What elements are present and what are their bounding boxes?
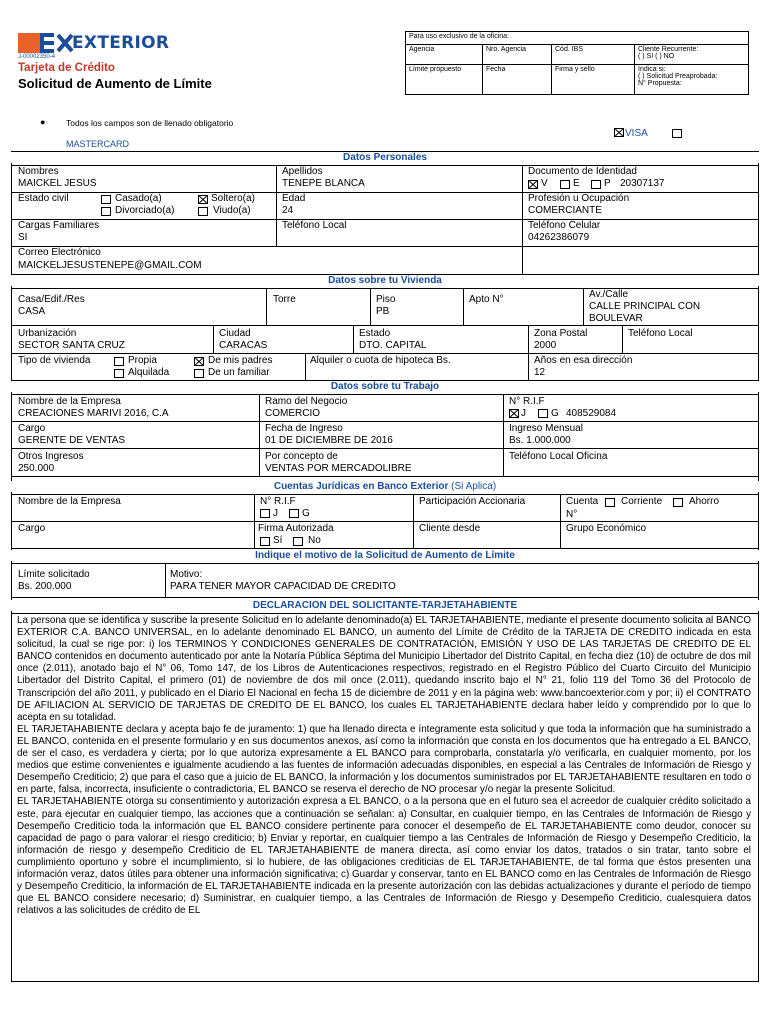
mastercard-checkbox[interactable]	[672, 129, 682, 138]
declaration-p1: La persona que se identifica y suscribe la presente Solicitud en lo adelante denominado(a) EL TARJETAHABIENTE, mediante el presente documento solicita al BANCO EXTERIOR C.A. BANCO UNIVERSAL, en lo adelante denominado EL BANCO, un aumento del Límite de Crédito de la TARJETA DE CREDITO indicada en esta solicitud, la cual se rige por: i) los TERMINOS Y CONDICIONES GENERALES DE CONTRATACIÓN, EMISIÓN Y USO DE LAS TARJETAS DE CREDITO DE EL BANCO contenidos en documento autenticado por ante la Notaría Pública Séptima del Municipio Libertador del Distrito Capital, en fecha diez (10) de octubre de dos mil once (2.011), anotado bajo el N° 06, Tomo 147, de los Libros de Autenticaciones respectivos, registrado en el Registro Público del Cuarto Circuito del Municipio Libertador del Distrito Capital, el primero (01) de noviembre de dos mil once (2.011), quedando inscrito bajo el N° 21, folio 119 del Tomo 36 del Protocolo de Transcripción del año 2011, y publicado en el Diario El Nacional en fecha 15 de diciembre de 2011 y en la página web: www.bancoexterior.com y por; ii) el CONTRATO DE AFILIACION AL SERVICIO DE TARJETAS DE CREDITO DE EL BANCO, los cuales EL TARJETAHABIENTE declara haber leído y comprendido por lo que lo acepta en su totalidad.	[17, 615, 751, 723]
jur-j-label: J	[273, 508, 278, 519]
calle-field-line2[interactable]: BOULEVAR	[589, 313, 643, 324]
section-trabajo: Datos sobre tu Trabajo	[11, 381, 759, 392]
casa-field[interactable]: CASA	[18, 306, 46, 317]
propia-label: Propia	[128, 355, 157, 366]
office-limite-propuesto[interactable]: Límite propuesto	[406, 65, 483, 95]
notice-text: Todos los campos son de llenado obligatorio	[66, 118, 234, 128]
declaration-text	[17, 615, 751, 917]
urbanizacion-label: Urbanización	[18, 328, 77, 339]
padres-label: De mis padres	[208, 355, 273, 366]
office-fecha[interactable]: Fecha	[483, 65, 552, 95]
torre-label: Torre	[273, 294, 296, 305]
piso-label: Piso	[376, 294, 396, 305]
divorciado-label: Divorciado(a)	[115, 205, 175, 216]
profesion-label: Profesión u Ocupación	[528, 193, 630, 204]
logo-wordmark: EXTERIOR	[72, 33, 170, 53]
bank-logo-icon	[18, 33, 74, 53]
zona-label: Zona Postal	[534, 328, 588, 339]
empresa-label: Nombre de la Empresa	[18, 396, 121, 407]
rif-j-checkbox[interactable]	[509, 409, 519, 418]
casa-label: Casa/Edif./Res	[18, 294, 85, 305]
urbanizacion-field[interactable]: SECTOR SANTA CRUZ	[18, 340, 125, 351]
documento-label: Documento de Identidad	[528, 166, 637, 177]
office-use-table	[405, 31, 749, 95]
empresa-field[interactable]: CREACIONES MARIVI 2016, C.A	[18, 408, 169, 419]
ramo-label: Ramo del Negocio	[265, 396, 348, 407]
firma-si-checkbox[interactable]	[260, 537, 270, 546]
familiar-checkbox[interactable]	[194, 369, 204, 378]
documento-number[interactable]: 20307137	[620, 178, 665, 189]
office-firma[interactable]: Firma y sello	[552, 65, 635, 95]
casado-checkbox[interactable]	[101, 195, 111, 204]
cuenta-n-label: N°	[566, 509, 578, 520]
cargas-label: Cargas Familiares	[18, 220, 100, 231]
propia-checkbox[interactable]	[114, 357, 124, 366]
office-cliente-recurrente[interactable]: Cliente Recurrente: ( ) SI ( ) NO	[635, 45, 749, 65]
doc-e-label: E	[573, 178, 580, 189]
estado-label: Estado	[359, 328, 391, 339]
familiar-label: De un familiar	[208, 367, 270, 378]
concepto-label: Por concepto de	[265, 451, 338, 462]
declaration-p2: EL TARJETAHABIENTE declara y acepta bajo fe de juramento: 1) que ha llenado directa e íntegramente esta solicitud y que toda la información que ha suministrado a EL BANCO, contenida en el presente formulario y en sus documentos anexos, así como la información que consta en los documentos que ha entregado a EL BANCO, de ser el caso, es verdadera y cierta; por lo que autoriza expresamente a EL BANCO para comprobarla, constatarla y/o verificarla, en cualquier momento, por los medios que estime convenientes e igualmente acudiendo a las fuentes de información adecuadas disponibles, en especial a las Centrales de Información de Riesgo y Desempeño Crediticio; 2) que para el caso que a juicio de EL BANCO, la información y los documentos suministrados por EL TARJETAHABIENTE resultaren en todo o en parte, falsa, incorrecta, insuficiente o contradictoria, EL BANCO se reserva el derecho de NO procesar y/o negar la presente Solicitud.	[17, 723, 751, 796]
rif-label: N° R.I.F	[509, 396, 545, 407]
rif-g-checkbox[interactable]	[538, 409, 548, 418]
visa-label: VISA	[625, 128, 648, 139]
rif-field[interactable]: 408529084	[566, 408, 617, 419]
corriente-label: Corriente	[621, 496, 663, 507]
ingreso-mensual-field[interactable]: Bs. 1.000.000	[509, 435, 571, 446]
profesion-field[interactable]: COMERCIANTE	[528, 205, 602, 216]
section-vivienda: Datos sobre tu Vivienda	[11, 275, 759, 286]
celular-label: Teléfono Celular	[528, 220, 601, 231]
visa-checkbox[interactable]	[614, 128, 624, 137]
edad-field[interactable]: 24	[282, 205, 294, 216]
tipo-vivienda-label: Tipo de vivienda	[18, 355, 91, 366]
divorciado-checkbox[interactable]	[101, 207, 111, 216]
zona-field[interactable]: 2000	[534, 340, 557, 351]
limite-label: Límite solicitado	[18, 569, 90, 580]
office-header: Para uso exclusivo de la oficina:	[406, 32, 749, 45]
anios-label: Años en esa dirección	[534, 355, 633, 366]
ingreso-mensual-label: Ingreso Mensual	[509, 423, 583, 434]
firma-autorizada-label: Firma Autorizada	[258, 523, 334, 534]
section-motivo: Indique el motivo de la Solicitud de Aumento de Límite	[11, 550, 759, 561]
corriente-checkbox[interactable]	[605, 498, 615, 507]
ahorro-label: Ahorro	[689, 496, 720, 507]
nombres-field[interactable]: MAICKEL JESUS	[18, 178, 97, 189]
office-nro-agencia[interactable]: Nro. Agencia	[483, 45, 552, 65]
estado-field[interactable]: DTO. CAPITAL	[359, 340, 427, 351]
doc-e-checkbox[interactable]	[560, 180, 570, 189]
form-title: Solicitud de Aumento de Límite	[18, 76, 212, 91]
otros-ingresos-field[interactable]: 250.000	[18, 463, 55, 474]
otros-ingresos-label: Otros Ingresos	[18, 451, 84, 462]
mastercard-label: MASTERCARD	[66, 139, 130, 149]
cargas-field[interactable]: SI	[18, 232, 28, 243]
section-declaracion: DECLARACION DEL SOLICITANTE-TARJETAHABIENTE	[11, 600, 759, 611]
doc-p-label: P	[604, 178, 611, 189]
ciudad-label: Ciudad	[219, 328, 251, 339]
jur-cargo-label: Cargo	[18, 523, 46, 534]
fecha-ingreso-label: Fecha de Ingreso	[265, 423, 343, 434]
celular-field[interactable]: 04262386079	[528, 232, 590, 243]
ciudad-field[interactable]: CARACAS	[219, 340, 268, 351]
jur-empresa-label: Nombre de la Empresa	[18, 496, 121, 507]
tel-oficina-label: Teléfono Local Oficina	[509, 451, 608, 462]
product-title: Tarjeta de Crédito	[18, 62, 115, 74]
viudo-checkbox[interactable]	[198, 207, 208, 216]
correo-label: Correo Electrónico	[18, 247, 101, 258]
section-personal: Datos Personales	[11, 152, 759, 163]
cargo-label: Cargo	[18, 423, 46, 434]
motivo-label: Motivo:	[170, 569, 203, 580]
section-juridicas: Cuentas Jurídicas en Banco Exterior (Si Aplica)	[11, 481, 759, 492]
jur-rif-label: N° R.I.F	[260, 496, 296, 507]
alquilada-label: Alquilada	[128, 367, 170, 378]
office-indica[interactable]: Indica si: ( ) Solicitud Preaprobada: N° Propuesta:	[635, 65, 749, 95]
fecha-ingreso-field[interactable]: 01 DE DICIEMBRE DE 2016	[265, 435, 393, 446]
doc-v-label: V	[541, 178, 548, 189]
jur-g-checkbox[interactable]	[289, 509, 299, 518]
cuenta-label: Cuenta	[566, 496, 599, 507]
office-cod-ibs[interactable]: Cód. IBS	[552, 45, 635, 65]
casado-label: Casado(a)	[115, 193, 162, 204]
viudo-label: Viudo(a)	[213, 205, 251, 216]
cargo-field[interactable]: GERENTE DE VENTAS	[18, 435, 126, 446]
calle-field-line1[interactable]: CALLE PRINCIPAL CON	[589, 301, 701, 312]
soltero-checkbox[interactable]	[198, 195, 208, 204]
grupo-label: Grupo Económico	[566, 523, 647, 534]
ramo-field[interactable]: COMERCIO	[265, 408, 320, 419]
civil-label: Estado civil	[18, 193, 69, 204]
rif-g-label: G	[551, 408, 559, 419]
tel-vivienda-label: Teléfono Local	[628, 328, 693, 339]
ahorro-checkbox[interactable]	[673, 498, 683, 507]
limite-field[interactable]: Bs. 200.000	[18, 581, 72, 592]
participacion-label: Participación Accionaria	[419, 496, 526, 507]
motivo-field[interactable]: PARA TENER MAYOR CAPACIDAD DE CREDITO	[170, 581, 396, 592]
jur-j-checkbox[interactable]	[260, 509, 270, 518]
firma-no-label: No	[308, 535, 321, 546]
concepto-field[interactable]: VENTAS POR MERCADOLIBRE	[265, 463, 412, 474]
declaration-p3: EL TARJETAHABIENTE otorga su consentimiento y autorización expresa a EL BANCO, o a la persona que en el futuro sea el acreedor de cualquier crédito solicitado a este, para ejecutar en cualquier tiempo, las acciones que a continuación se señalan: a) Consultar, en cualquier tiempo, en las Centrales de Información de Riesgo y Desempeño Crediticio toda la información que EL BANCO considere pertinente para conocer el desempeño de EL TARJETAHABIENTE como deudor, conocer su capacidad de pago o para valorar el riesgo crediticio; b) Enviar y reportar, en cualquier tiempo a las Centrales de Información de Riesgo y Desempeño Crediticio, la información de riesgo y desempeño Crediticio de EL TARJETAHABIENTE de manera directa, así como enviar los datos, tratados o sin tratar, tanto sobre el cumplimiento oportuno y sobre el incumplimiento, si lo hubiere, de las obligaciones crediticias de EL TARJETAHABIENTE, de tal forma que éstos presenten una información veraz, datos útiles para obtener una información significativa; c) Guardar y conservar, tanto en EL BANCO como en las Centrales de Información de Riesgo y Desempeño Crediticio, la información de EL TARJETAHABIENTE indicada en la presente autorización con las debidas actualizaciones y durante el período de tiempo que EL BANCO considere necesario; d) Suministrar, en cualquier tiempo, a las Centrales de Información de Riesgo y Desempeño Crediticio, cualesquiera datos relativos a las solicitudes de crédito de EL	[17, 796, 751, 917]
edad-label: Edad	[282, 193, 306, 204]
office-agencia[interactable]: Agencia	[406, 45, 483, 65]
alquilada-checkbox[interactable]	[114, 369, 124, 378]
apellidos-field[interactable]: TENEPE BLANCA	[282, 178, 365, 189]
telefono-local-label: Teléfono Local	[282, 220, 347, 231]
bullet-icon: ●	[40, 117, 46, 127]
calle-label: Av./Calle	[589, 289, 629, 300]
piso-field[interactable]: PB	[376, 306, 390, 317]
firma-no-checkbox[interactable]	[293, 537, 303, 546]
doc-p-checkbox[interactable]	[591, 180, 601, 189]
doc-v-checkbox[interactable]	[528, 180, 538, 189]
cliente-desde-label: Cliente desde	[419, 523, 481, 534]
padres-checkbox[interactable]	[194, 357, 204, 366]
nombres-label: Nombres	[18, 166, 59, 177]
rif-j-label: J	[521, 408, 526, 419]
apellidos-label: Apellidos	[282, 166, 323, 177]
jur-g-label: G	[302, 508, 310, 519]
firma-si-label: Sí	[273, 535, 283, 546]
hipoteca-label: Alquiler o cuota de hipoteca Bs.	[310, 355, 451, 366]
apto-label: Apto N°	[469, 294, 504, 305]
correo-field[interactable]: MAICKELJESUSTENEPE@GMAIL.COM	[18, 260, 202, 271]
anios-field[interactable]: 12	[534, 367, 546, 378]
soltero-label: Soltero(a)	[211, 193, 255, 204]
bank-code: J-00002350-4	[18, 54, 56, 60]
